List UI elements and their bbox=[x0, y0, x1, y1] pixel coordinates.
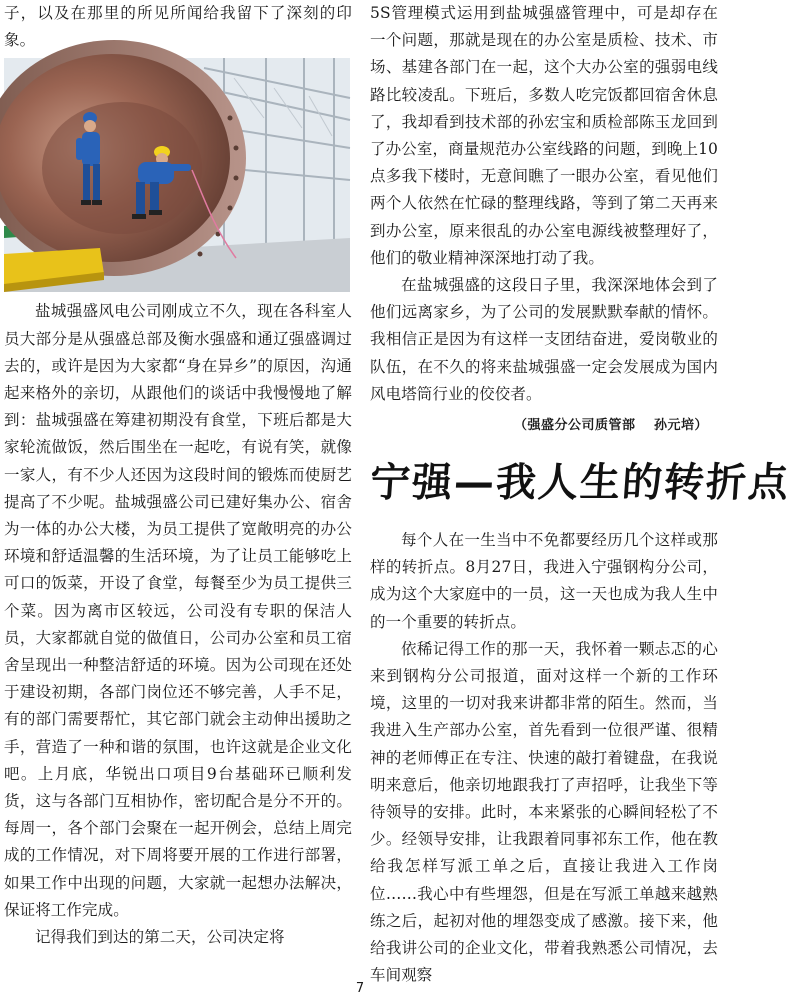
intro-continuation: 子，以及在那里的所见所闻给我留下了深刻的印象。 bbox=[4, 4, 352, 50]
right-paragraph-1: 5S管理模式运用到盐城强盛管理中，可是却存在一个问题，那就是现在的办公室是质检、技术、市场、基建各部门在一起，这个大办公室的强弱电线路比较凌乱。下班后，多数人吃完饭都回宿舍休息了，我却看到技术部的孙宏宝和质检部陈玉龙回到了办公室，商量规范办公室线路的问题，到晚上10点多我下楼时，无意间瞧了一眼办公室，看见他们两个人依然在忙碌的整理线路，等到了第二天再来到办公室，原来很乱的办公室电源线被整理好了，他们的敬业精神深深地打动了我。 bbox=[370, 4, 718, 267]
article2-paragraph-1: 每个人在一生当中不免都要经历几个这样或那样的转折点。8月27日，我进入宁强钢构分公司，成为这个大家庭中的一员，这一天也成为我人生中的一个重要的转折点。 bbox=[370, 531, 718, 631]
factory-photo-illustration bbox=[4, 58, 350, 292]
page-number: 7 bbox=[355, 981, 365, 996]
article2-paragraph-2: 依稀记得工作的那一天，我怀着一颗忐忑的心来到钢构分公司报道，面对这样一个新的工作环境，这里的一切对我来讲都非常的陌生。然而，当我进入生产部办公室，首先看到一位很严谨、很精神的老师傅正在专注、快速的敲打着键盘，在我说明来意后，他亲切地跟我打了声招呼，让我坐下等待领导的安排。此时，本来紧张的心瞬间轻松了不少。经领导安排，让我跟着同事祁东工作，他在教给我怎样写派工单之后，直接让我进入工作岗位……我心中有些埋怨，但是在写派工单越来越熟练之后，起初对他的埋怨变成了感激。接下来，他给我讲公司的企业文化，带着我熟悉公司情况，去车间观察 bbox=[370, 639, 718, 985]
photo-workers-in-tower-section bbox=[4, 58, 350, 292]
left-paragraph-2: 记得我们到达的第二天，公司决定将 bbox=[35, 928, 285, 947]
right-column bbox=[368, 0, 792, 985]
left-column bbox=[4, 0, 352, 980]
author-credit: （强盛分公司质管部 孙元培） bbox=[513, 418, 708, 434]
right-paragraph-2: 在盐城强盛的这段日子里，我深深地体会到了他们远离家乡，为了公司的发展默默奉献的情怀。我相信正是因为有这样一支团结奋进，爱岗敬业的队伍，在不久的将来盐城强盛一定会发展成为国内风电塔筒行业的佼佼者。 bbox=[370, 276, 718, 403]
article-headline: 宁强—我人生的转折点 bbox=[368, 460, 792, 507]
left-paragraph-1: 盐城强盛风电公司刚成立不久，现在各科室人员大部分是从强盛总部及衡水强盛和通辽强盛调过去的，或许是因为大家都“身在异乡”的原因，沟通起来格外的亲切，从跟他们的谈话中我慢慢地了解到：盐城强盛在筹建初期没有食堂，下班后都是大家轮流做饭，然后围坐在一起吃，有说有笑，就像一家人，有不少人还因为这段时间的锻炼而使厨艺提高了不少呢。盐城强盛公司已建好集办公、宿舍为一体的办公大楼，为员工提供了宽敞明亮的办公环境和舒适温馨的生活环境，为了让员工能够吃上可口的饭菜，开设了食堂，每餐至少为员工提供三个菜。因为离市区较远，公司没有专职的保洁人员，大家都就自觉的做值日，公司办公室和员工宿舍呈现出一种整洁舒适的环境。因为公司现在还处于建设初期，各部门岗位还不够完善，人手不足，有的部门需要帮忙，其它部门就会主动伸出援助之手，营造了一种和谐的氛围，也许这就是企业文化吧。上月底，华锐出口项目9台基础环已顺利发货，这与各部门互相协作，密切配合是分不开的。每周一，各个部门会聚在一起开例会，总结上周完成的工作情况，对下周将要开展的工作进行部署，如果工作中出现的问题，大家就一起想办法解决，保证将工作完成。 bbox=[4, 302, 352, 919]
